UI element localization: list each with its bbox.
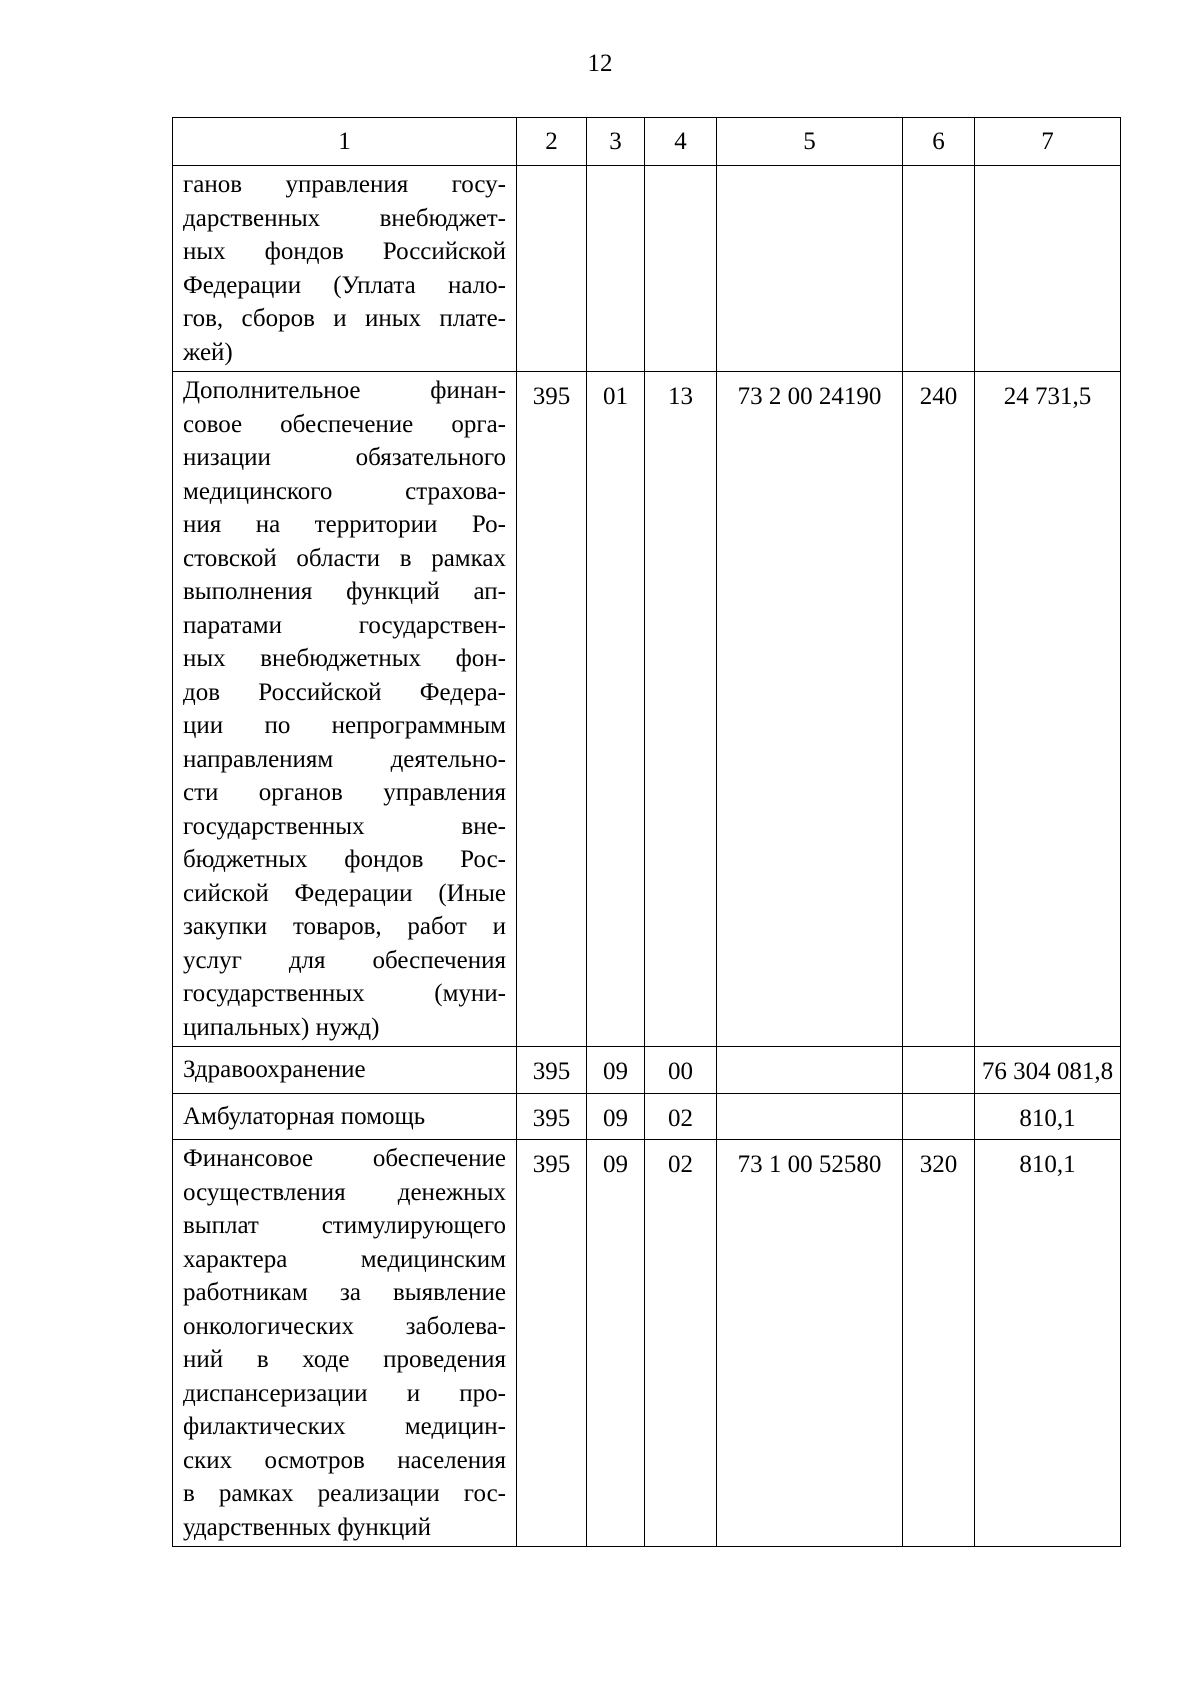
column-header: 2 [517,118,587,166]
section-cell: 09 [587,1093,645,1140]
row-name-line: направлениям деятельно- [183,745,506,773]
row-name-line: Финансовое обеспечение [183,1145,506,1172]
row-name-cell [173,1093,517,1140]
subsection-cell: 02 [645,1140,717,1547]
section-cell: 01 [587,372,645,1047]
expense-type-cell [903,1093,975,1140]
row-name-line: ции по непрограммным [183,712,506,739]
column-header: 4 [645,118,717,166]
row-name-line: ударственных функций [183,1513,432,1541]
row-name-line: осуществления денежных [183,1178,506,1206]
row-name-line: услуг для обеспечения [183,946,506,974]
amount-cell [975,166,1121,372]
target-article-cell [717,1047,903,1094]
table-row [173,372,1121,1047]
row-name-line: ных внебюджетных фон- [183,645,506,672]
row-name-line: низации обязательного [183,444,506,471]
row-name-cell [173,166,517,372]
section-cell: 09 [587,1140,645,1547]
gov-code-cell: 395 [517,372,587,1047]
row-name-line: Здравоохранение [183,1056,366,1083]
row-name-line: ных фондов Российской [183,238,506,265]
row-name-line: совое обеспечение орга- [183,410,506,438]
section-cell [587,166,645,372]
gov-code-cell: 395 [517,1140,587,1547]
column-header: 6 [903,118,975,166]
amount-cell: 24 731,5 [975,372,1121,1047]
row-name-cell [173,1140,517,1547]
target-article-cell: 73 1 00 52580 [717,1140,903,1547]
row-name-line: Дополнительное финан- [183,377,506,404]
row-name-line: филактических медицин- [183,1413,506,1440]
expense-type-cell [903,166,975,372]
row-name-line: жей) [183,338,233,366]
row-name-line: ципальных) нужд) [183,1013,380,1041]
amount-cell: 810,1 [975,1093,1121,1140]
target-article-cell [717,1093,903,1140]
row-name-line: государственных (муни- [183,980,506,1007]
section-cell: 09 [587,1047,645,1094]
target-article-cell: 73 2 00 24190 [717,372,903,1047]
row-name-line: Федерации (Уплата нало- [183,271,506,299]
column-header: 1 [173,118,517,166]
column-header: 7 [975,118,1121,166]
gov-code-cell: 395 [517,1047,587,1094]
budget-table [172,117,1121,1547]
subsection-cell: 02 [645,1093,717,1140]
row-name-line: ния на территории Ро- [183,511,506,538]
header-row [173,118,1121,166]
target-article-cell [717,166,903,372]
row-name-line: диспансеризации и про- [183,1379,506,1407]
row-name-line: в рамках реализации гос- [183,1480,506,1507]
row-name-line: онкологических заболева- [183,1312,506,1340]
row-name-line: ний в ходе проведения [183,1346,506,1373]
subsection-cell [645,166,717,372]
row-name-line: выполнения функций ап- [183,578,506,605]
row-name-line: медицинского страхова- [183,477,506,505]
expense-type-cell [903,1047,975,1094]
table-row [173,1047,1121,1094]
row-name-line: работникам за выявление [183,1279,506,1306]
row-name-line: гов, сборов и иных плате- [183,305,506,332]
row-name-line: сийской Федерации (Иные [183,879,506,907]
amount-cell: 810,1 [975,1140,1121,1547]
row-name-line: характера медицинским [183,1245,506,1273]
row-name-cell [173,372,517,1047]
row-name-line: паратами государствен- [183,611,506,639]
row-name-line: бюджетных фондов Рос- [183,846,506,873]
table-row [173,166,1121,372]
row-name-line: ганов управления госу- [183,171,506,198]
row-name-line: выплат стимулирующего [183,1212,506,1239]
row-name-cell [173,1047,517,1094]
amount-cell: 76 304 081,8 [975,1047,1121,1094]
subsection-cell: 00 [645,1047,717,1094]
page-number: 12 [587,50,613,77]
gov-code-cell: 395 [517,1093,587,1140]
column-header: 3 [587,118,645,166]
row-name-line: ских осмотров населения [183,1446,506,1474]
row-name-line: Амбулаторная помощь [183,1102,426,1130]
row-name-line: сти органов управления [183,779,506,806]
row-name-line: дов Российской Федера- [183,678,506,706]
gov-code-cell [517,166,587,372]
row-name-line: стовской области в рамках [183,544,506,572]
row-name-line: закупки товаров, работ и [183,913,506,940]
table-row [173,1093,1121,1140]
row-name-line: государственных вне- [183,812,506,840]
expense-type-cell: 240 [903,372,975,1047]
table-row [173,1140,1121,1547]
column-header: 5 [717,118,903,166]
row-name-line: дарственных внебюджет- [183,204,506,232]
subsection-cell: 13 [645,372,717,1047]
expense-type-cell: 320 [903,1140,975,1547]
